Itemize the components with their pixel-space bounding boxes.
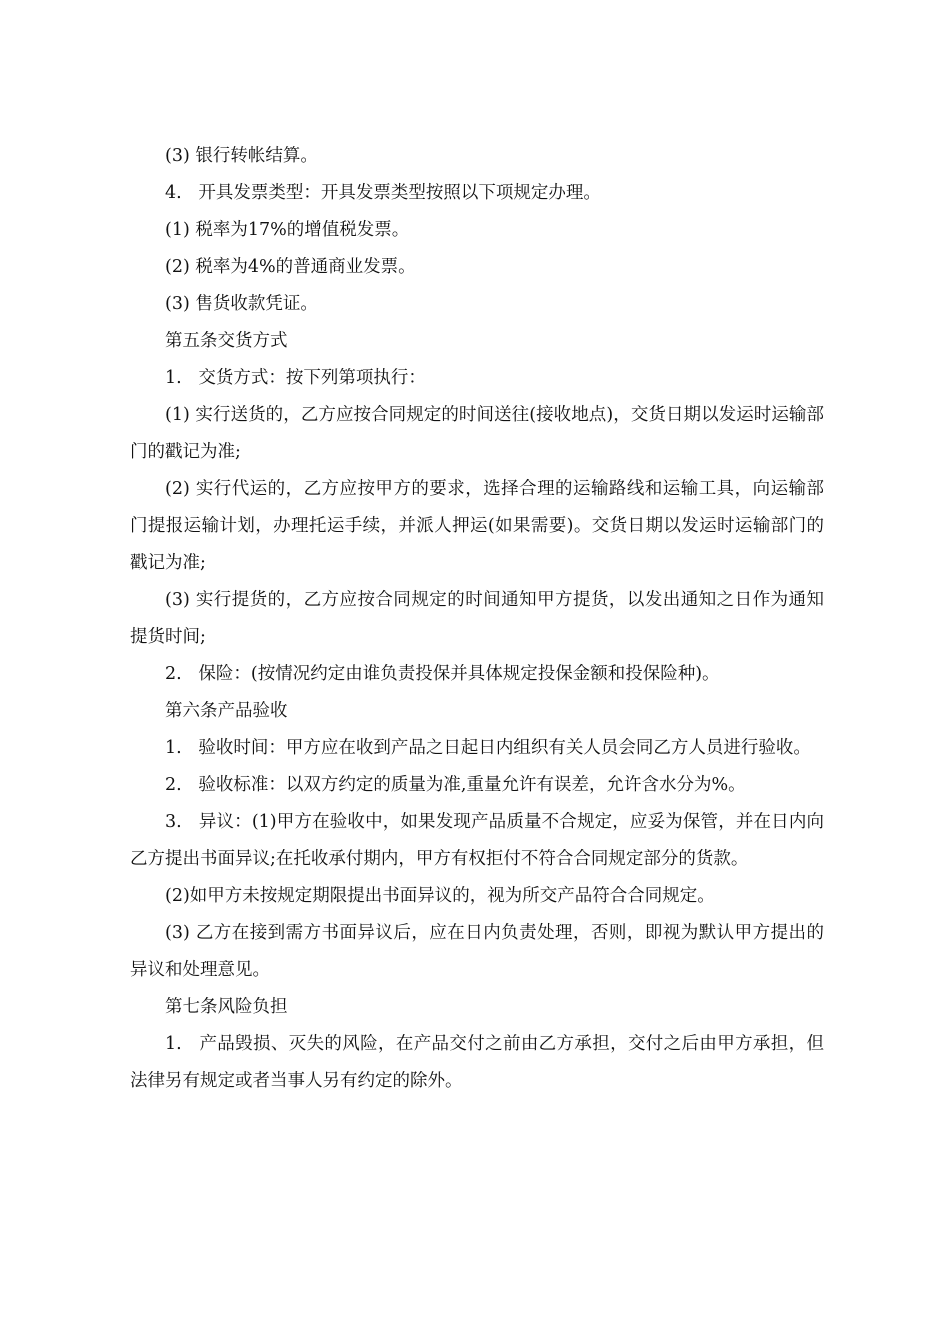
paragraph-acceptance-time: 1. 验收时间：甲方应在收到产品之日起日内组织有关人员会同乙方人员进行验收。 xyxy=(165,738,811,758)
paragraph-delivery-method: 1. 交货方式：按下列第项执行： xyxy=(165,368,426,388)
section-heading-delivery: 第五条交货方式 xyxy=(165,331,288,351)
paragraph-acceptance-standard: 2. 验收标准：以双方约定的质量为准,重量允许有误差，允许含水分为%。 xyxy=(165,775,746,795)
section-heading-risk: 第七条风险负担 xyxy=(165,997,288,1017)
paragraph-sales-receipt: (3) 售货收款凭证。 xyxy=(165,294,318,314)
paragraph-insurance: 2. 保险：(按情况约定由谁负责投保并具体规定投保金额和投保险种)。 xyxy=(165,664,720,684)
paragraph-vat-invoice: (1) 税率为17%的增值税发票。 xyxy=(165,220,410,240)
paragraph-commercial-invoice: (2) 税率为4%的普通商业发票。 xyxy=(165,257,416,277)
paragraph-payment-bank-transfer: (3) 银行转帐结算。 xyxy=(165,146,318,166)
paragraph-invoice-type: 4. 开具发票类型：开具发票类型按照以下项规定办理。 xyxy=(165,183,601,203)
paragraph-delivery-option-3: (3) 实行提货的，乙方应按合同规定的时间通知甲方提货，以发出通知之日作为通知提货时间; xyxy=(130,590,824,647)
paragraph-objection-3: (3) 乙方在接到需方书面异议后，应在日内负责处理，否则，即视为默认甲方提出的异议和处理意见。 xyxy=(130,923,824,980)
section-heading-acceptance: 第六条产品验收 xyxy=(165,701,288,721)
paragraph-objection: 3. 异议：(1)甲方在验收中，如果发现产品质量不合规定，应妥为保管，并在日内向乙方提出书面异议;在托收承付期内，甲方有权拒付不符合合同规定部分的货款。 xyxy=(130,812,824,869)
paragraph-delivery-option-1: (1) 实行送货的，乙方应按合同规定的时间送往(接收地点)，交货日期以发运时运输部门的戳记为准; xyxy=(130,405,824,462)
paragraph-delivery-option-2: (2) 实行代运的，乙方应按甲方的要求，选择合理的运输路线和运输工具，向运输部门提报运输计划，办理托运手续，并派人押运(如果需要)。交货日期以发运时运输部门的戳记为准; xyxy=(130,479,824,573)
paragraph-objection-2: (2)如甲方未按规定期限提出书面异议的，视为所交产品符合合同规定。 xyxy=(165,886,715,906)
paragraph-risk-1: 1. 产品毁损、灭失的风险，在产品交付之前由乙方承担，交付之后由甲方承担，但法律另有规定或者当事人另有约定的除外。 xyxy=(130,1034,824,1091)
document-body xyxy=(130,138,824,1100)
